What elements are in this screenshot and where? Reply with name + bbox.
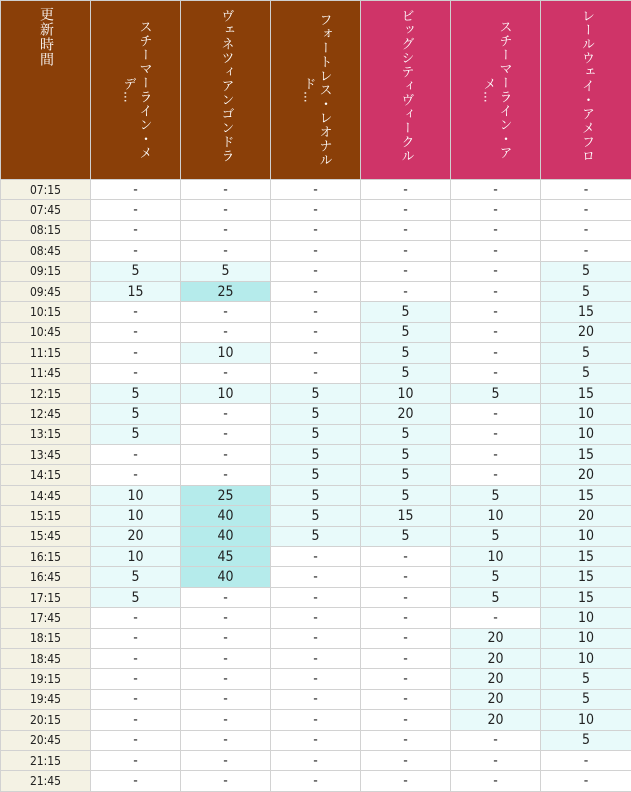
wait-time-cell: - [181,648,271,668]
table-row [1,424,631,444]
wait-time-cell: 10 [91,485,181,505]
wait-time-cell: - [271,547,361,567]
time-cell: 08:15 [1,220,91,240]
wait-time-cell: 10 [541,710,631,730]
wait-time-cell: - [181,608,271,628]
wait-time-cell: 10 [451,506,541,526]
wait-time-cell: - [91,648,181,668]
wait-time-cell: - [181,730,271,750]
wait-time-cell: - [361,648,451,668]
wait-time-cell: 10 [181,383,271,403]
time-cell: 13:45 [1,445,91,465]
wait-time-cell: - [271,220,361,240]
wait-time-cell: - [91,343,181,363]
attraction-header-label: フォートレス・レオナルド… [300,9,332,171]
wait-time-cell: 5 [541,669,631,689]
wait-time-cell: 5 [361,424,451,444]
wait-time-cell: - [271,710,361,730]
wait-time-cell: - [271,322,361,342]
header-row [1,1,631,180]
table-row [1,485,631,505]
attraction-header [91,1,181,180]
table-row [1,465,631,485]
wait-time-cell: 20 [91,526,181,546]
wait-time-cell: 5 [451,567,541,587]
wait-time-cell: 5 [271,404,361,424]
table-row [1,547,631,567]
wait-time-cell: 5 [541,343,631,363]
wait-time-cell: - [361,771,451,791]
wait-time-cell: - [271,363,361,383]
wait-time-cell: - [451,750,541,770]
time-cell: 16:45 [1,567,91,587]
table-row [1,322,631,342]
wait-time-cell: - [91,180,181,200]
table-row [1,506,631,526]
wait-time-cell: - [361,689,451,709]
time-cell: 19:45 [1,689,91,709]
wait-time-cell: - [271,771,361,791]
wait-time-cell: 5 [91,404,181,424]
wait-time-cell: 15 [541,445,631,465]
wait-time-cell: - [181,180,271,200]
wait-time-cell: - [361,281,451,301]
attraction-header-label: レールウェイ・アメフロ [578,9,594,163]
time-cell: 08:45 [1,241,91,261]
table-row [1,343,631,363]
wait-time-cell: - [91,730,181,750]
wait-time-cell: 15 [541,567,631,587]
wait-time-cell: 15 [541,302,631,322]
wait-time-cell: 20 [541,465,631,485]
time-cell: 17:15 [1,587,91,607]
wait-time-cell: - [181,241,271,261]
wait-time-cell: - [541,220,631,240]
table-row [1,710,631,730]
wait-time-cell: - [91,363,181,383]
table-row [1,750,631,770]
wait-time-cell: - [181,200,271,220]
table-row [1,220,631,240]
wait-time-cell: - [271,567,361,587]
wait-time-cell: 15 [361,506,451,526]
wait-time-cell: 20 [451,710,541,730]
table-row [1,608,631,628]
wait-time-cell: - [271,750,361,770]
wait-time-cell: 5 [91,587,181,607]
wait-time-cell: 5 [451,587,541,607]
wait-time-cell: - [271,302,361,322]
time-cell: 20:45 [1,730,91,750]
time-cell: 17:45 [1,608,91,628]
wait-time-cell: - [181,669,271,689]
wait-time-cell: - [181,587,271,607]
wait-time-cell: - [271,200,361,220]
wait-time-cell: 5 [271,383,361,403]
wait-time-cell: - [91,445,181,465]
wait-time-cell: 10 [541,608,631,628]
wait-time-cell: 10 [541,424,631,444]
wait-time-cell: - [91,689,181,709]
wait-time-cell: - [361,547,451,567]
wait-time-cell: 15 [91,281,181,301]
wait-time-cell: - [541,241,631,261]
wait-time-cell: 40 [181,567,271,587]
time-cell: 13:15 [1,424,91,444]
wait-time-cell: 5 [91,424,181,444]
wait-time-cell: - [181,322,271,342]
wait-time-cell: - [451,424,541,444]
wait-time-cell: 40 [181,526,271,546]
attraction-header-label: ビッグシティヴィークル [398,9,414,163]
wait-time-cell: - [271,608,361,628]
time-cell: 10:45 [1,322,91,342]
wait-time-cell: 5 [91,567,181,587]
wait-time-cell: 25 [181,485,271,505]
wait-time-cell: 5 [271,465,361,485]
wait-time-cell: 20 [451,648,541,668]
wait-time-cell: - [361,200,451,220]
wait-time-cell: 5 [541,261,631,281]
attraction-header [451,1,541,180]
time-cell: 15:15 [1,506,91,526]
wait-time-cell: 15 [541,547,631,567]
wait-time-cell: 25 [181,281,271,301]
attraction-header-label: ヴェネツィアンゴンドラ [218,9,234,163]
time-cell: 07:45 [1,200,91,220]
wait-time-cell: 20 [451,628,541,648]
wait-time-cell: 20 [541,322,631,342]
table-row [1,445,631,465]
wait-time-cell: - [451,465,541,485]
wait-time-cell: 20 [541,506,631,526]
wait-time-cell: - [181,628,271,648]
wait-time-cell: - [91,220,181,240]
wait-time-cell: - [451,363,541,383]
wait-time-cell: - [181,750,271,770]
wait-time-cell: 10 [91,547,181,567]
attraction-header-label: スチーマーライン・アメ… [480,9,512,171]
wait-time-cell: - [271,669,361,689]
wait-time-cell: - [451,404,541,424]
wait-time-cell: 5 [361,322,451,342]
table-row [1,261,631,281]
wait-time-cell: - [451,180,541,200]
wait-time-cell: 5 [271,424,361,444]
attraction-header [361,1,451,180]
attraction-header [271,1,361,180]
wait-time-cell: - [451,322,541,342]
time-cell: 21:45 [1,771,91,791]
time-cell: 09:45 [1,281,91,301]
wait-time-cell: - [361,180,451,200]
wait-time-cell: - [181,220,271,240]
wait-time-cell: - [181,404,271,424]
table-body [1,180,631,792]
wait-time-cell: - [361,730,451,750]
table-row [1,526,631,546]
wait-time-cell: - [541,180,631,200]
time-cell: 11:15 [1,343,91,363]
wait-time-cell: 5 [91,383,181,403]
wait-time-cell: - [451,281,541,301]
table-row [1,404,631,424]
wait-time-cell: - [451,730,541,750]
wait-time-cell: - [451,261,541,281]
wait-time-cell: - [91,241,181,261]
wait-time-cell: 5 [361,485,451,505]
wait-time-cell: - [181,424,271,444]
wait-time-cell: - [91,628,181,648]
wait-time-cell: 5 [361,445,451,465]
wait-time-cell: 5 [271,506,361,526]
wait-time-cell: - [451,220,541,240]
wait-time-cell: 15 [541,485,631,505]
wait-time-cell: - [361,669,451,689]
wait-time-cell: - [181,689,271,709]
time-cell: 18:15 [1,628,91,648]
wait-time-cell: 5 [541,281,631,301]
wait-time-cell: - [271,628,361,648]
wait-time-cell: 5 [451,526,541,546]
wait-time-cell: 5 [91,261,181,281]
wait-time-cell: 5 [451,485,541,505]
table-row [1,648,631,668]
wait-time-cell: - [451,771,541,791]
time-cell: 19:15 [1,669,91,689]
wait-time-cell: - [541,200,631,220]
wait-time-cell: - [541,771,631,791]
table-row [1,241,631,261]
wait-time-cell: - [91,322,181,342]
wait-time-cell: - [361,567,451,587]
wait-time-cell: 5 [361,526,451,546]
wait-time-cell: 20 [451,689,541,709]
wait-time-cell: - [271,261,361,281]
wait-time-cell: - [181,771,271,791]
wait-time-cell: - [361,261,451,281]
wait-time-cell: - [541,750,631,770]
attraction-header [181,1,271,180]
wait-time-cell: - [451,302,541,322]
wait-time-cell: - [361,710,451,730]
wait-time-cell: - [271,281,361,301]
table-row [1,669,631,689]
table-row [1,567,631,587]
time-cell: 14:45 [1,485,91,505]
wait-time-cell: - [91,669,181,689]
wait-time-cell: 5 [541,730,631,750]
wait-time-cell: - [451,241,541,261]
time-cell: 16:15 [1,547,91,567]
wait-time-cell: - [451,200,541,220]
wait-time-cell: 20 [451,669,541,689]
table-row [1,200,631,220]
attraction-header [541,1,631,180]
wait-time-cell: 5 [271,485,361,505]
wait-time-cell: - [271,180,361,200]
wait-time-cell: - [451,343,541,363]
wait-time-cell: - [181,465,271,485]
wait-time-cell: 10 [361,383,451,403]
wait-time-cell: - [91,608,181,628]
attraction-header-label: スチーマーライン・メデ… [120,9,152,171]
wait-time-cell: - [361,750,451,770]
wait-time-cell: 10 [181,343,271,363]
time-column-label: 更新時間 [38,7,53,67]
wait-time-cell: 10 [541,648,631,668]
wait-time-cell: - [181,363,271,383]
wait-time-cell: - [451,445,541,465]
wait-time-cell: - [271,241,361,261]
wait-time-cell: 5 [541,689,631,709]
table-row [1,730,631,750]
wait-time-cell: 10 [541,628,631,648]
wait-time-cell: 5 [451,383,541,403]
wait-time-cell: 5 [541,363,631,383]
table-row [1,180,631,200]
wait-time-cell: 5 [361,302,451,322]
wait-time-cell: - [361,241,451,261]
time-cell: 14:15 [1,465,91,485]
wait-time-cell: 10 [541,526,631,546]
time-column-header [1,1,91,180]
wait-time-cell: - [91,750,181,770]
wait-time-cell: - [271,343,361,363]
wait-time-cell: - [361,587,451,607]
wait-time-cell: - [271,689,361,709]
wait-time-cell: 40 [181,506,271,526]
time-cell: 20:15 [1,710,91,730]
wait-time-cell: - [271,587,361,607]
wait-time-cell: 5 [361,343,451,363]
wait-time-cell: - [91,710,181,730]
time-cell: 12:45 [1,404,91,424]
wait-time-cell: 5 [271,526,361,546]
wait-time-cell: 5 [361,465,451,485]
wait-time-cell: 5 [361,363,451,383]
wait-time-cell: 5 [271,445,361,465]
wait-time-cell: - [91,465,181,485]
table-row [1,281,631,301]
wait-time-cell: 20 [361,404,451,424]
time-cell: 12:15 [1,383,91,403]
time-cell: 15:45 [1,526,91,546]
wait-time-cell: 10 [451,547,541,567]
table-row [1,383,631,403]
wait-time-cell: - [181,302,271,322]
wait-time-cell: 15 [541,587,631,607]
wait-time-cell: - [271,730,361,750]
table-row [1,587,631,607]
wait-time-cell: 5 [181,261,271,281]
table-row [1,628,631,648]
time-cell: 18:45 [1,648,91,668]
wait-time-cell: - [451,608,541,628]
time-cell: 07:15 [1,180,91,200]
wait-time-cell: - [91,302,181,322]
wait-time-cell: - [181,710,271,730]
wait-time-cell: 45 [181,547,271,567]
wait-time-cell: 15 [541,383,631,403]
wait-time-cell: - [361,220,451,240]
time-cell: 09:15 [1,261,91,281]
wait-time-cell: - [91,200,181,220]
time-cell: 11:45 [1,363,91,383]
time-cell: 21:15 [1,750,91,770]
wait-time-cell: - [181,445,271,465]
wait-time-cell: 10 [91,506,181,526]
wait-time-cell: - [91,771,181,791]
table-row [1,689,631,709]
table-row [1,363,631,383]
wait-time-cell: - [361,628,451,648]
time-cell: 10:15 [1,302,91,322]
wait-time-cell: 10 [541,404,631,424]
table-row [1,771,631,791]
wait-time-cell: - [361,608,451,628]
wait-time-cell: - [271,648,361,668]
table-row [1,302,631,322]
